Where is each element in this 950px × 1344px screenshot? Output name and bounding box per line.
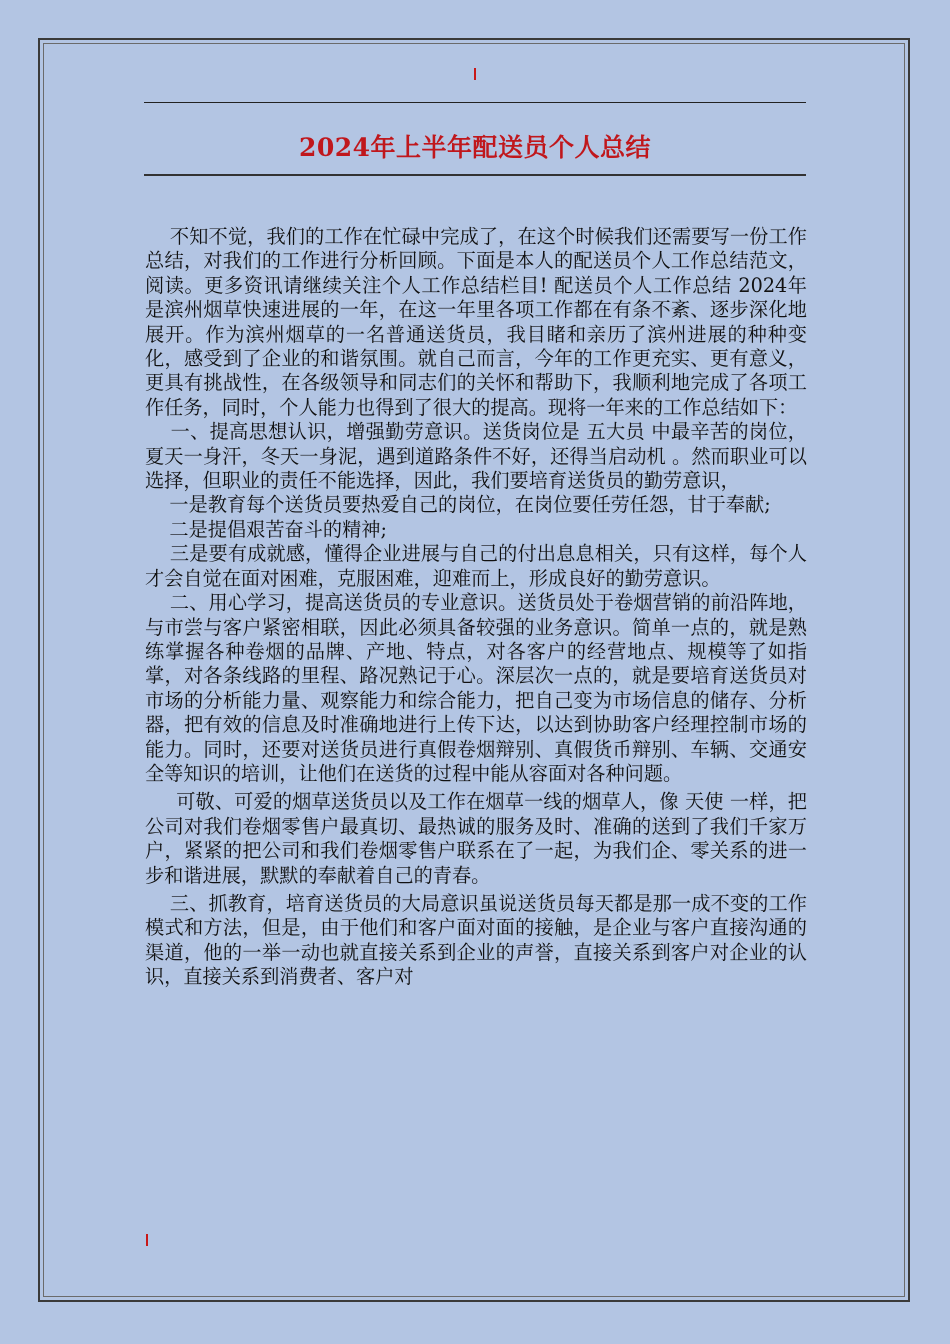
- title-underline: [144, 174, 806, 176]
- paragraph-point-1: 一是教育每个送货员要热爱自己的岗位，在岗位要任劳任怨，甘于奉献;: [145, 493, 771, 517]
- paragraph-point-3: 三是要有成就感，懂得企业进展与自己的付出息息相关，只有这样，每个人才会自觉在面对困难，克服困难，迎难而上，形成良好的勤劳意识。: [145, 542, 807, 590]
- document-body: [145, 225, 807, 990]
- paragraph-section-2: 二、用心学习，提高送货员的专业意识。送货员处于卷烟营销的前沿阵地，与市尝与客户紧密相联，因此必须具备较强的业务意识。简单一点的，就是熟练掌握各种卷烟的品牌、产地、特点，对各客户的经营地点、规模等了如指掌，对各条线路的里程、路况熟记于心。深层次一点的，就是要培育送货员对市场的分析能力量、观察能力和综合能力，把自己变为市场信息的储存、分析器，把有效的信息及时准确地进行上传下达，以达到协助客户经理控制市场的能力。同时，还要对送货员进行真假卷烟辩别、真假货币辩别、车辆、交通安全等知识的培训，让他们在送货的过程中能从容面对各种问题。: [145, 591, 807, 785]
- header-rule: [144, 102, 806, 103]
- top-margin-marker: [474, 68, 476, 80]
- paragraph-tribute: 可敬、可爱的烟草送货员以及工作在烟草一线的烟草人，像 天使 一样，把公司对我们卷烟零售户最真切、最热诚的服务及时、准确的送到了我们千家万户，紧紧的把公司和我们卷烟零售户联系在了一起，为我们企、零关系的进一步和谐进展，默默的奉献着自己的青春。: [145, 790, 807, 887]
- paragraph-point-2: 二是提倡艰苦奋斗的精神;: [145, 517, 387, 541]
- paragraph-intro: 不知不觉，我们的工作在忙碌中完成了，在这个时候我们还需要写一份工作总结，对我们的工作进行分析回顾。下面是本人的配送员个人工作总结范文，阅读。更多资讯请继续关注个人工作总结栏目! 配送员个人工作总结 2024年是滨州烟草快速进展的一年，在这一年里各项工作都在有条不紊、逐步深化地展开。作为滨州烟草的一名普通送货员，我目睹和亲历了滨州进展的种种变化，感受到了企业的和谐氛围。就自己而言，今年的工作更充实、更有意义，更具有挑战性，在各级领导和同志们的关怀和帮助下，我顺利地完成了各项工作任务，同时，个人能力也得到了很大的提高。现将一年来的工作总结如下：: [145, 225, 807, 419]
- paragraph-section-3: 三、抓教育，培育送货员的大局意识虽说送货员每天都是那一成不变的工作模式和方法，但是，由于他们和客户面对面的接触，是企业与客户直接沟通的渠道，他的一举一动也就直接关系到企业的声誉，直接关系到客户对企业的认识，直接关系到消费者、客户对: [145, 891, 807, 989]
- document-title: 2024年上半年配送员个人总结: [298, 133, 652, 162]
- bottom-margin-marker: [146, 1234, 148, 1246]
- paragraph-section-1: 一、提高思想认识，增强勤劳意识。送货岗位是 五大员 中最辛苦的岗位，夏天一身汗，冬天一身泥，遇到道路条件不好，还得当启动机 。然而职业可以选择，但职业的责任不能选择，因此，我们要培育送货员的勤劳意识，: [145, 420, 807, 493]
